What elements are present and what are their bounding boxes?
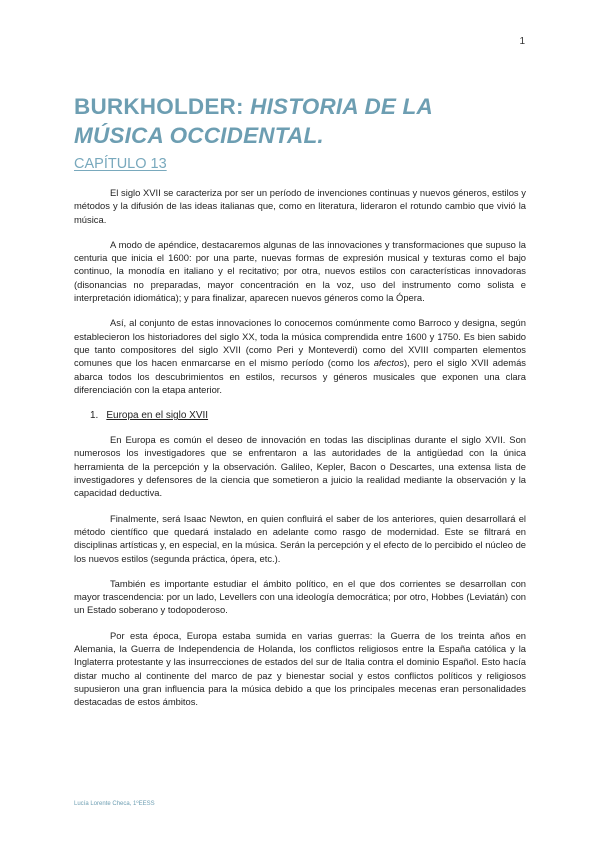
paragraph: En Europa es común el deseo de innovación en todas las disciplinas durante el siglo XVII. Son numerosos los investigadores que se enfrentaron a las autoridades de la antigüedad con la única herramienta de la percepción y la observación. Galileo, Kepler, Bacon o Descartes, una extensa lista de investigadores y defensores de la ciencia que sometieron a juicio la realidad mediante la observación y la capacidad deductiva. — [74, 434, 526, 499]
paragraph: A modo de apéndice, destacaremos algunas de las innovaciones y transformaciones que supuso la centuria que inicia el 1600: por una parte, nuevas formas de expresión musical y texturas como el bajo continuo, la monodía en italiano y el recitativo; por otra, nuevos estilos con características innovadoras (disonancias no preparadas, mayor concentración en la voz, uso del instrumento como solista e interpretación idiomática); y para finalizar, aparecen nuevos géneros como la Ópera. — [74, 238, 526, 304]
document-title — [74, 92, 526, 150]
chapter-heading: CAPÍTULO 13 — [74, 156, 167, 172]
paragraph: Por esta época, Europa estaba sumida en varias guerras: la Guerra de los treinta años en Alemania, la Guerra de Independencia de Holanda, los conflictos religiosos entre la España católica y la Inglaterra protestante y las insurrecciones de estados del sur de Italia contra el dominio Español. Esto hacía distar mucho al continente del marco de paz y bienestar social y estos conflictos políticos y religiosos supusieron una gran influencia para la música debido a que los principales mecenas eran personalidades destacadas de estos ámbitos. — [74, 629, 526, 708]
paragraph: El siglo XVII se caracteriza por ser un período de invenciones continuas y nuevos géneros, estilos y métodos y la difusión de las ideas italianas que, como en literatura, lideraron el rotundo cambio que vivió la música. — [74, 187, 526, 225]
italic-term: afectos — [373, 357, 404, 369]
section-number: 1. — [90, 410, 99, 422]
document-body — [74, 92, 526, 709]
paragraph-text: ), pero el siglo XVII además abarca todos los descubrimientos en estilos, recursos y géneros musicales que exponen una clara diferenciación con la etapa anterior. — [74, 357, 526, 395]
paragraph-text: Así, al conjunto de estas innovaciones lo conocemos comúnmente como Barroco y designa, según establecieron los historiadores del siglo XX, toda la música comprendida entre 1600 y 1750. Es bien sabido que tanto compositores del siglo XVII (como Peri y Monteverdi) como del XVIII comparten elementos comunes que los hacen enmarcarse en el mismo período (como los — [74, 317, 526, 369]
paragraph: Finalmente, será Isaac Newton, en quien confluirá el saber de los anteriores, quien desarrollará el método científico que quedará instalado en adelante como rasgo de modernidad. Este se filtrará en disciplinas artísticas y, en especial, en la música. Serán la percepción y el efecto de lo percibido el núcleo de los nuevos estilos (segunda práctica, ópera, etc.). — [74, 512, 526, 564]
paragraph — [74, 316, 526, 396]
paragraph: También es importante estudiar el ámbito político, en el que dos corrientes se desarrollan con mayor trascendencia: por un lado, Levellers con una ideología democrática; por otro, Hobbes (Leviatán) con un Estado soberano y todopoderoso. — [74, 577, 526, 616]
section-label: Europa en el siglo XVII — [106, 410, 209, 422]
section-heading — [90, 410, 526, 421]
title-book: HISTORIA DE LA MÚSICA OCCIDENTAL. — [74, 94, 433, 148]
title-author: BURKHOLDER: — [74, 94, 251, 119]
page-number: 1 — [519, 36, 525, 47]
footer-author: Lucía Lorente Checa, 1ºEESS — [74, 801, 155, 807]
